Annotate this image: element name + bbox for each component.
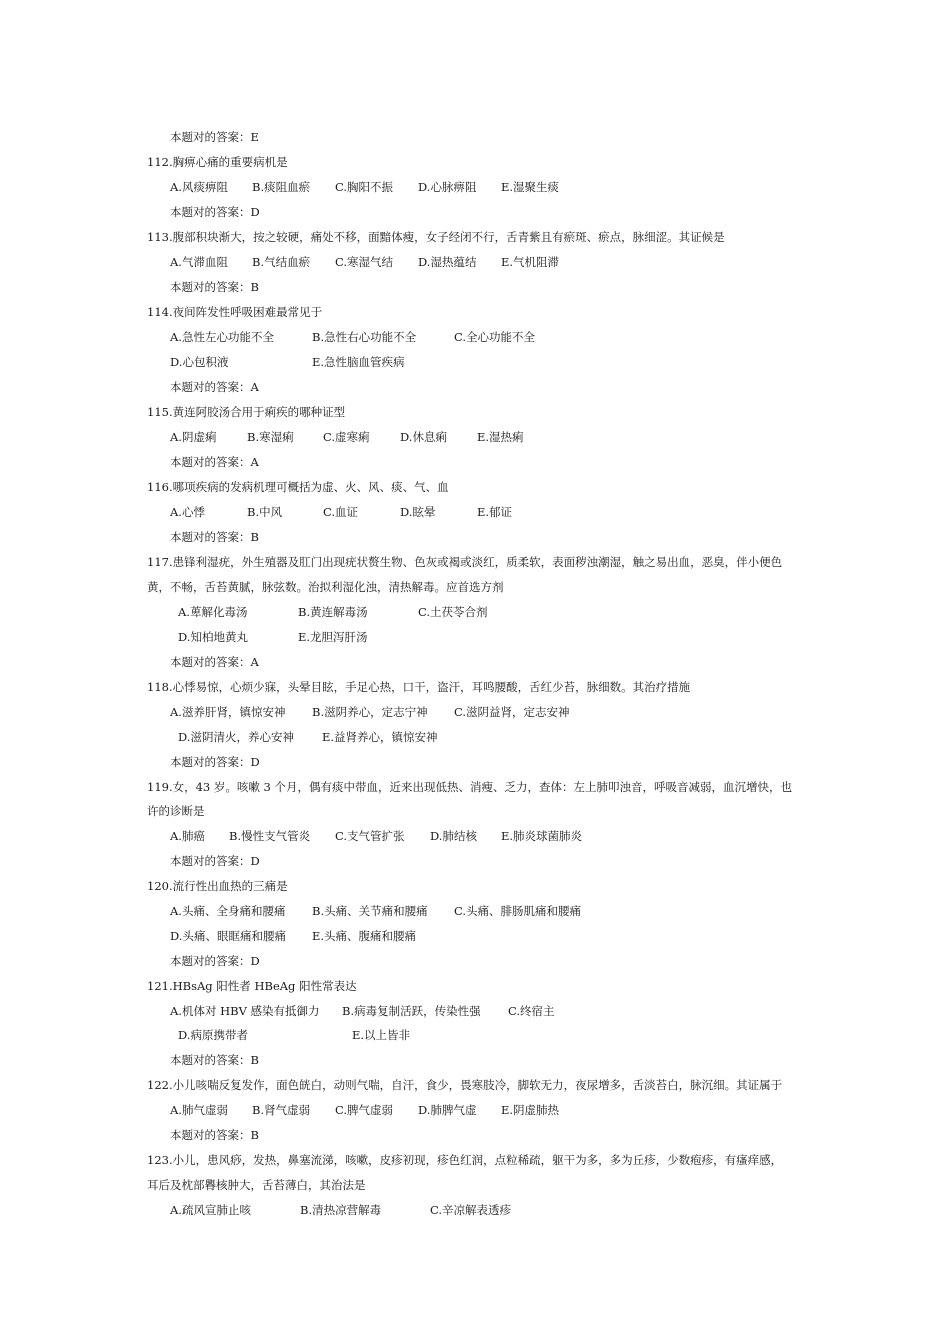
- q113-option-b: B.气结血瘀: [252, 255, 311, 269]
- answer-122: 本题对的答案：B: [170, 1128, 259, 1142]
- q121-option-d: D.病原携带者: [178, 1028, 248, 1042]
- answer-117: 本题对的答案：A: [170, 655, 259, 669]
- question-120-stem: 120.流行性出血热的三痛是: [147, 879, 288, 893]
- q118-option-e: E.益肾养心，镇惊安神: [322, 730, 438, 744]
- question-117-stem-line-1: 117.患锋利湿疣，外生殖器及肛门出现疣状赘生物、色灰或褐或淡红，质柔软，表面秽浊潮湿，触之易出血，恶臭，伴小便色: [147, 555, 783, 569]
- question-123-stem-line-2: 耳后及枕部臖核肿大，舌苔薄白，其治法是: [147, 1178, 366, 1192]
- q123-option-c: C.辛凉解表透疹: [430, 1203, 512, 1217]
- q118-option-d: D.滋阴清火，养心安神: [178, 730, 294, 744]
- q121-option-a: A.机体对 HBV 感染有抵御力: [170, 1004, 320, 1018]
- q117-option-c: C.土茯苓合剂: [418, 605, 488, 619]
- q113-option-d: D.湿热蕴结: [418, 255, 477, 269]
- q118-option-b: B.滋阴养心，定志宁神: [312, 705, 428, 719]
- q119-option-c: C.支气管扩张: [335, 829, 405, 843]
- q115-option-e: E.湿热痢: [477, 430, 524, 444]
- question-117-stem-line-2: 黄，不畅，舌苔黄腻，脉弦数。治拟利湿化浊，清热解毒。应首选方剂: [147, 580, 504, 594]
- q112-option-d: D.心脉痹阻: [418, 180, 477, 194]
- q114-option-e: E.急性脑血管疾病: [312, 355, 405, 369]
- q114-option-d: D.心包积液: [170, 355, 229, 369]
- question-119-stem-line-1: 119.女，43 岁。咳嗽 3 个月，偶有痰中带血，近来出现低热、消瘦、乏力，查体：左上肺叩浊音，呼吸音减弱，血沉增快，也: [147, 780, 793, 794]
- question-115-stem: 115.黄连阿胶汤合用于痢疾的哪种证型: [147, 405, 346, 419]
- q112-option-b: B.痰阻血瘀: [252, 180, 311, 194]
- question-118-stem: 118.心悸易惊，心烦少寐，头晕目眩，手足心热，口干，盗汗，耳鸣腰酸，舌红少苔，脉细数。其治疗措施: [147, 680, 691, 694]
- q120-option-a: A.头痛、全身痛和腰痛: [170, 904, 286, 918]
- question-113-stem: 113.腹部积块渐大，按之较硬，痛处不移，面黯体瘦，女子经闭不行，舌青紫且有瘀斑、瘀点，脉细涩。其证候是: [147, 230, 725, 244]
- question-114-stem: 114.夜间阵发性呼吸困难最常见于: [147, 305, 323, 319]
- q117-option-e: E.龙胆泻肝汤: [298, 630, 368, 644]
- q112-option-a: A.风痰痹阻: [170, 180, 228, 194]
- q122-option-d: D.肺脾气虚: [418, 1103, 477, 1117]
- q119-option-a: A.肺癌: [170, 829, 205, 843]
- q122-option-e: E.阴虚肺热: [501, 1103, 560, 1117]
- answer-119: 本题对的答案：D: [170, 854, 260, 868]
- question-121-stem: 121.HBsAg 阳性者 HBeAg 阳性常表达: [147, 979, 357, 993]
- q112-option-e: E.湿聚生痰: [501, 180, 560, 194]
- q121-option-e: E.以上皆非: [352, 1028, 411, 1042]
- q118-option-c: C.滋阴益肾，定志安神: [454, 705, 570, 719]
- q120-option-d: D.头痛、眼眶痛和腰痛: [170, 929, 286, 943]
- q122-option-b: B.肾气虚弱: [252, 1103, 311, 1117]
- answer-115: 本题对的答案：A: [170, 455, 259, 469]
- q115-option-b: B.寒湿痢: [247, 430, 294, 444]
- q120-option-c: C.头痛、腓肠肌痛和腰痛: [454, 904, 582, 918]
- q119-option-b: B.慢性支气管炎: [229, 829, 311, 843]
- answer-118: 本题对的答案：D: [170, 755, 260, 769]
- q112-option-c: C.胸阳不振: [335, 180, 394, 194]
- q116-option-e: E.郁证: [477, 505, 513, 519]
- q116-option-d: D.眩晕: [400, 505, 436, 519]
- q122-option-a: A.肺气虚弱: [170, 1103, 228, 1117]
- q121-option-c: C.终宿主: [508, 1004, 555, 1018]
- q117-option-d: D.知柏地黄丸: [178, 630, 248, 644]
- question-112-stem: 112.胸痹心痛的重要病机是: [147, 155, 288, 169]
- answer-114: 本题对的答案：A: [170, 380, 259, 394]
- question-122-stem: 122.小儿咳喘反复发作，面色㿠白，动则气喘，自汗，食少，畏寒肢冷，脚软无力，夜尿增多，舌淡苔白，脉沉细。其证属于: [147, 1078, 783, 1092]
- question-119-stem-line-2: 许的诊断是: [147, 804, 205, 818]
- q114-option-a: A.急性左心功能不全: [170, 330, 274, 344]
- q121-option-b: B.病毒复制活跃，传染性强: [342, 1004, 481, 1018]
- q116-option-a: A.心悸: [170, 505, 205, 519]
- q122-option-c: C.脾气虚弱: [335, 1103, 394, 1117]
- answer-112: 本题对的答案：D: [170, 205, 260, 219]
- question-116-stem: 116.哪项疾病的发病机理可概括为虚、火、风、痰、气、血: [147, 480, 449, 494]
- answer-111: 本题对的答案：E: [170, 130, 259, 144]
- q113-option-e: E.气机阻滞: [501, 255, 560, 269]
- q117-option-a: A.萆解化毒汤: [178, 605, 248, 619]
- q114-option-c: C.全心功能不全: [454, 330, 536, 344]
- answer-121: 本题对的答案：B: [170, 1053, 259, 1067]
- q113-option-a: A.气滞血阻: [170, 255, 228, 269]
- question-123-stem-line-1: 123.小儿，患风痧，发热，鼻塞流涕，咳嗽，皮疹初现，疹色红润，点粒稀疏，躯干为多，多为丘疹，少数疱疹，有瘙痒感，: [147, 1153, 783, 1167]
- q118-option-a: A.滋养肝肾，镇惊安神: [170, 705, 286, 719]
- q115-option-d: D.休息痢: [400, 430, 447, 444]
- q123-option-a: A.疏风宣肺止咳: [170, 1203, 251, 1217]
- q120-option-e: E.头痛、腹痛和腰痛: [312, 929, 417, 943]
- q120-option-b: B.头痛、关节痛和腰痛: [312, 904, 428, 918]
- answer-120: 本题对的答案：D: [170, 954, 260, 968]
- q116-option-b: B.中风: [247, 505, 283, 519]
- q123-option-b: B.清热凉营解毒: [300, 1203, 382, 1217]
- q115-option-a: A.阴虚痢: [170, 430, 217, 444]
- q116-option-c: C.血证: [323, 505, 359, 519]
- answer-116: 本题对的答案：B: [170, 530, 259, 544]
- q119-option-e: E.肺炎球菌肺炎: [501, 829, 583, 843]
- q119-option-d: D.肺结核: [430, 829, 477, 843]
- q113-option-c: C.寒湿气结: [335, 255, 394, 269]
- answer-113: 本题对的答案：B: [170, 280, 259, 294]
- q117-option-b: B.黄连解毒汤: [298, 605, 368, 619]
- q115-option-c: C.虚寒痢: [323, 430, 370, 444]
- q114-option-b: B.急性右心功能不全: [312, 330, 417, 344]
